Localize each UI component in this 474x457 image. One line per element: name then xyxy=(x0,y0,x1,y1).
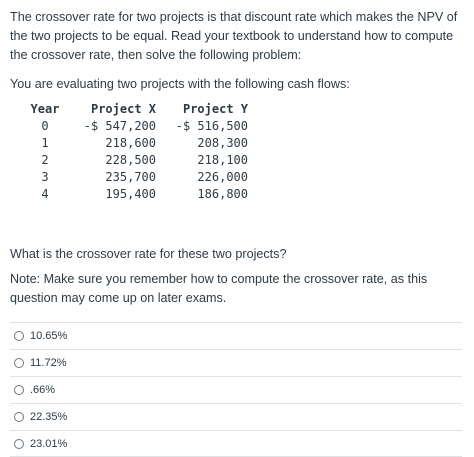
answer-option[interactable] xyxy=(10,430,462,457)
table-row xyxy=(20,169,248,186)
radio-button[interactable] xyxy=(14,358,24,368)
cell-year: 3 xyxy=(41,170,49,184)
cash-flow-table xyxy=(20,101,248,203)
cell-project-y: 226,000 xyxy=(197,170,248,184)
cell-project-x: 195,400 xyxy=(105,187,156,201)
cell-project-y: 218,100 xyxy=(197,153,248,167)
answer-label: 10.65% xyxy=(30,330,68,342)
answer-option[interactable] xyxy=(10,376,462,403)
answer-option[interactable] xyxy=(10,349,462,376)
question-text: What is the crossover rate for these two projects? xyxy=(10,247,287,261)
header-project-x: Project X xyxy=(90,102,156,116)
table-row xyxy=(20,135,248,152)
cell-project-x: 228,500 xyxy=(105,153,156,167)
cell-project-x: 235,700 xyxy=(105,170,156,184)
cell-year: 4 xyxy=(41,187,49,201)
answer-options xyxy=(10,322,462,457)
lead-text: You are evaluating two projects with the following cash flows: xyxy=(10,77,350,91)
cell-project-x: 218,600 xyxy=(105,136,156,150)
table-row xyxy=(20,186,248,203)
cell-year: 1 xyxy=(41,136,49,150)
header-year: Year xyxy=(30,102,60,116)
cell-year: 2 xyxy=(41,153,49,167)
cell-project-x: -$ 547,200 xyxy=(83,119,156,133)
answer-option[interactable] xyxy=(10,322,462,349)
radio-button[interactable] xyxy=(14,385,24,395)
answer-label: .66% xyxy=(30,384,56,396)
radio-button[interactable] xyxy=(14,412,24,422)
cell-year: 0 xyxy=(41,119,49,133)
table-header-row xyxy=(20,101,248,118)
cell-project-y: -$ 516,500 xyxy=(175,119,248,133)
answer-label: 23.01% xyxy=(30,437,68,450)
cell-project-y: 186,800 xyxy=(197,187,248,201)
answer-label: 11.72% xyxy=(30,357,67,369)
note-text: Note: Make sure you remember how to compute the crossover rate, as this question may come up on later exams. xyxy=(10,272,428,305)
radio-button[interactable] xyxy=(14,331,24,341)
table-row xyxy=(20,118,248,135)
intro-text: The crossover rate for two projects is that discount rate which makes the NPV of the two projects to be equal. Read your textbook to understand how to compute the crossover rate, then solve the following problem: xyxy=(10,10,458,62)
header-project-y: Project Y xyxy=(182,102,248,116)
radio-button[interactable] xyxy=(14,439,24,449)
answer-label: 22.35% xyxy=(30,411,68,423)
table-row xyxy=(20,152,248,169)
answer-option[interactable] xyxy=(10,403,462,430)
cell-project-y: 208,300 xyxy=(197,136,248,150)
